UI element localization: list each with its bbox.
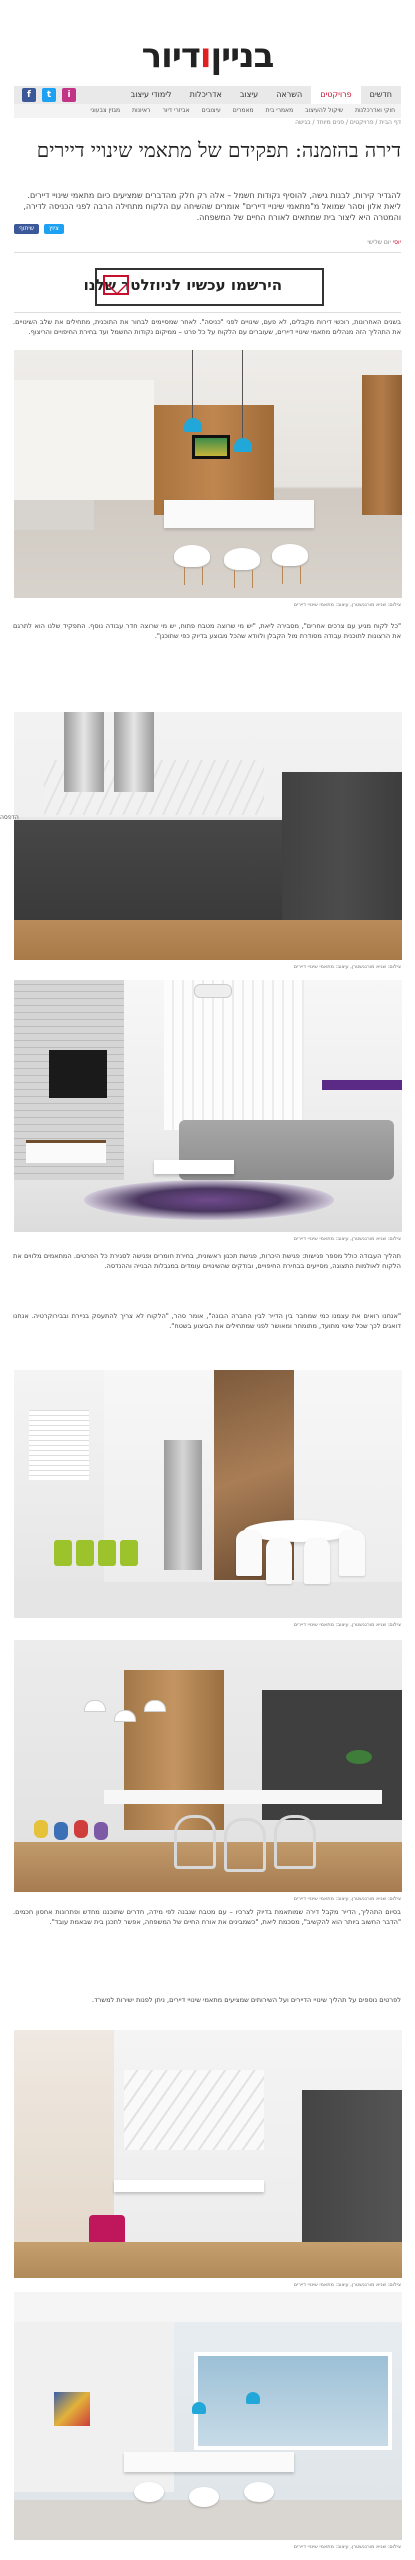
- paragraph: לפרטים נוספים על תהליך שינויי הדיירים ועל השירותים שמציעים מתאמי שינויי דיירים, ניתן לפנות ישירות למשרד.: [91, 1996, 401, 2004]
- site-logo[interactable]: [0, 36, 415, 76]
- image-caption: צילום: שגיא מורגנשטרן, עיצוב: מתאמי שינויי דיירים: [293, 1622, 401, 1628]
- nav-item-architecture[interactable]: אדריכלות: [189, 90, 222, 99]
- subnav-item[interactable]: חוקי ואדרכלנות: [355, 107, 395, 114]
- nav-item-news[interactable]: חדשים: [369, 90, 392, 99]
- subnav-item[interactable]: ראיונות: [132, 107, 151, 114]
- facebook-icon[interactable]: f: [22, 88, 36, 102]
- image-caption: צילום: שגיא מורגנשטרן, עיצוב: מתאמי שינויי דיירים: [293, 964, 401, 970]
- paragraph: בשנים האחרונות, רוכשי דירות מקבלים, לא פעם, שינויים לפני "כניסה". לאחר שמסיימים לבחור את התוכנית, מתחילים את שלב השינויים. את התהליך הזה מנהלים מתאמי שינויי דיירים, שעוברים עם הלקוח על כל פרט – ממיקום נקודות החשמל ועד בחירת החיפויים והריצוף.: [13, 318, 401, 336]
- image-caption: צילום: שגיא מורגנשטרן, עיצוב: מתאמי שינויי דיירים: [293, 1896, 401, 1902]
- image-caption: צילום: שגיא מורגנשטרן, עיצוב: מתאמי שינויי דיירים: [293, 2544, 401, 2550]
- paragraph: "כל לקוח מגיע עם צרכים אחרים", מסבירה ליאת, "יש מי שרוצה מטבח פתוח, יש מי שרוצה חדר עבודה נוסף. התפקיד שלנו הוא לתרגם את הרצונות לתוכנית עבודה מסודרת מול הקבלן ולוודא שהכל מבוצע בדיוק כפי שתוכנן".: [13, 622, 401, 640]
- article-lead: להגדיר קירות, לבנות גישה, להוסיף נקודות חשמל – אלה רק חלק מהדברים שמציעים כיום מתאמי שינויי דיירים. ליאת אלון וסהר שמואל מ"מתאמי שינויי דיירים" אומרים שהשיחה עם הלקוח מתחילה הרבה לפני הכניסה לדירה, והמטרה היא ליצור בית שמתאים לאורח החיים של המשפחה.: [23, 191, 401, 222]
- newsletter-text: הירשמו עכשיו לניוזלטר שלנו: [83, 276, 282, 294]
- subnav-item[interactable]: עיצובים: [201, 107, 221, 114]
- print-label[interactable]: הדפסה: [0, 814, 19, 821]
- article-image: [14, 2292, 402, 2540]
- nav-item-inspiration[interactable]: השראה: [276, 90, 303, 99]
- logo-prefix: בניין: [210, 36, 274, 76]
- tweet-button[interactable]: ציוץ: [44, 224, 64, 234]
- image-caption: צילום: שגיא מורגנשטרן, עיצוב: מתאמי שינויי דיירים: [293, 1236, 401, 1242]
- breadcrumb[interactable]: דף הבית / פרויקטים / פנים מיוחד / בגישה: [295, 119, 401, 126]
- nav-item-projects[interactable]: פרויקטים: [311, 86, 360, 104]
- social-links: [22, 88, 76, 102]
- paragraph: בסיום התהליך, הדייר מקבל דירה שמותאמת בדיוק לצרכיו – עם מטבח שנבנה לפי מידה, חדרים שתוכננו מחדש ופתרונות אחסון חכמים. "הדבר החשוב ביותר הוא להקשיב", מסכמת ליאת, "כשמבינים את אורח החיים של המשפחה, אפשר לתכנן בית שבאמת עובד".: [13, 1908, 401, 1926]
- subnav-item[interactable]: אביזרי דיור: [162, 107, 190, 114]
- subnav-item[interactable]: שיקול להעיצוב: [305, 107, 344, 114]
- article-image: [14, 980, 402, 1232]
- article-image: [14, 1640, 402, 1892]
- share-button[interactable]: שיתוף: [14, 224, 39, 234]
- article-image: [14, 712, 402, 960]
- divider: [14, 252, 401, 253]
- article-image: [14, 350, 402, 598]
- share-bar: [14, 224, 64, 234]
- nav-item-design[interactable]: עיצוב: [239, 90, 259, 99]
- image-caption: צילום: שגיא מורגנשטרן, עיצוב: מתאמי שינויי דיירים: [293, 2282, 401, 2288]
- subnav-item[interactable]: מאמרי בית: [265, 107, 294, 114]
- newsletter-banner[interactable]: [83, 268, 324, 306]
- twitter-icon[interactable]: t: [42, 88, 56, 102]
- divider: [14, 312, 401, 313]
- instagram-icon[interactable]: i: [62, 88, 76, 102]
- image-caption: צילום: שגיא מורגנשטרן, עיצוב: מתאמי שינויי דיירים: [293, 602, 401, 608]
- logo-suffix: דיור: [141, 36, 200, 76]
- article-image: [14, 1370, 402, 1618]
- nav-item-studies[interactable]: לימודי עיצוב: [130, 90, 172, 99]
- page-title: דירה בהזמנה: תפקידם של מתאמי שינויי דיירים: [36, 138, 401, 162]
- sub-nav: [14, 104, 401, 118]
- subnav-item[interactable]: מגזין צבעוני: [90, 107, 121, 114]
- author[interactable]: יוסי: [392, 239, 401, 246]
- logo-o: ו: [199, 36, 211, 76]
- paragraph: תהליך העבודה כולל מספר פגישות: פגישת היכרות, פגישת תכנון ראשונית, בחירת חומרים ופגישה לסגירת כל הפרטים. המתאמים מלווים את הלקוח לאולמות התצוגה, מסייעים בבחירת החיפויים, ובודקים שהשינויים עומדים במגבלות הבנייה וההנדסה.: [13, 1252, 401, 1270]
- date: יום שלישי: [367, 239, 391, 246]
- byline: [367, 239, 401, 246]
- article-image: [14, 2030, 402, 2278]
- envelope-icon: [103, 275, 129, 295]
- paragraph: "אנחנו רואים את עצמנו כמי שמחבר בין הדייר לבין החברה הבונה", אומר סהר, "הלקוח לא צריך להתעסק בניירת ובבירוקרטיה. אנחנו דואגים לכך שכל שינוי מתועד, מתומחר ומאושר לפני שמתחילים את הביצוע בשטח".: [13, 1312, 401, 1330]
- subnav-item[interactable]: מאמרים: [232, 107, 254, 114]
